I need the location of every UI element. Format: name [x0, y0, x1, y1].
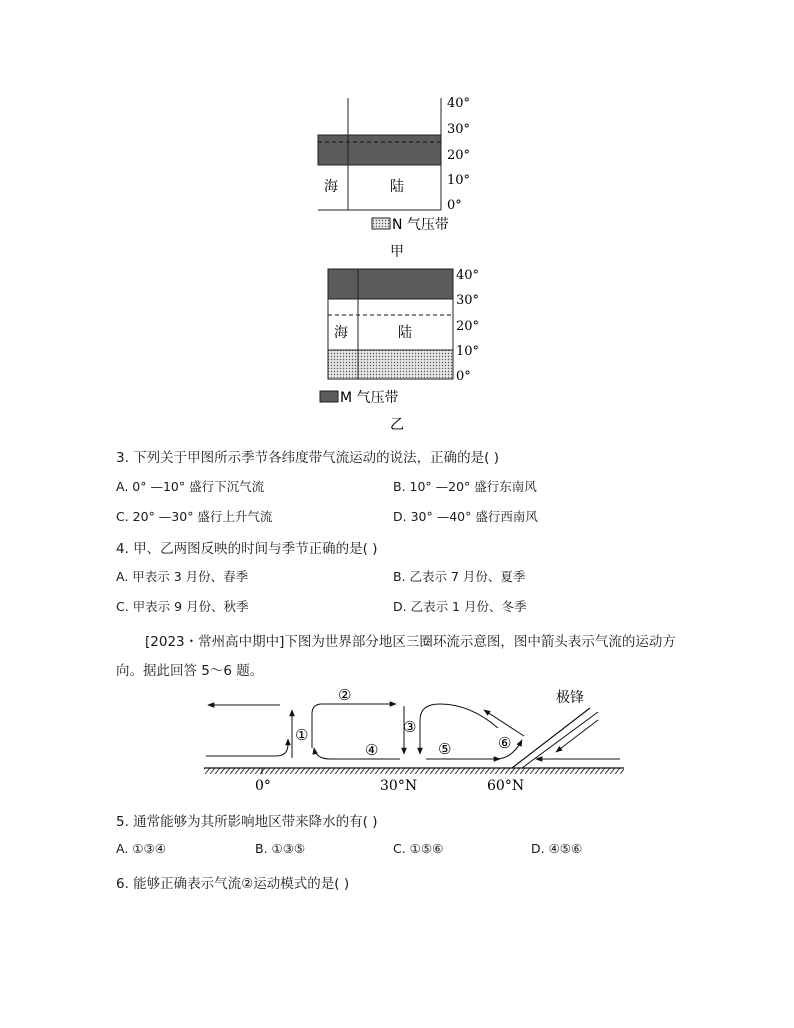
yi-tick-20: 20°	[456, 319, 480, 334]
flow-6-label: ⑥	[498, 734, 512, 752]
jia-tick-40: 40°	[447, 96, 471, 111]
figure-yi	[300, 262, 500, 437]
q3-option-b[interactable]: B. 10° —20° 盛行东南风	[393, 479, 537, 494]
q3-option-c[interactable]: C. 20° —30° 盛行上升气流	[116, 509, 273, 524]
yi-tick-30: 30°	[456, 293, 480, 308]
flow-2-label: ②	[338, 686, 352, 704]
intro-line-1: [2023・常州高中期中]下图为世界部分地区三圈环流示意图，图中箭头表示气流的运动方	[145, 634, 676, 650]
yi-tick-10: 10°	[456, 344, 480, 359]
jia-tick-30: 30°	[447, 122, 471, 137]
jia-legend-label: N 气压带	[392, 217, 449, 233]
q5-option-d[interactable]: D. ④⑤⑥	[531, 841, 583, 856]
q6-stem: 6. 能够正确表示气流②运动模式的是( )	[116, 876, 350, 892]
jia-sea-label: 海	[324, 179, 338, 195]
polar-front-line-2	[522, 712, 598, 768]
jia-m-pressure-belt	[318, 135, 441, 165]
yi-legend-label: M 气压带	[340, 390, 399, 406]
polar-front-descent-arrow	[556, 720, 598, 752]
ground-hatch	[204, 768, 624, 774]
yi-tick-40: 40°	[456, 268, 480, 283]
polar-front-label: 极锋	[556, 690, 584, 706]
flow-3-label: ③	[403, 718, 417, 736]
q5-option-b[interactable]: B. ①③⑤	[255, 841, 306, 856]
q3-stem: 3. 下列关于甲图所示季节各纬度带气流运动的说法，正确的是( )	[116, 450, 499, 466]
flow-2-arrow	[312, 704, 396, 748]
jia-tick-0: 0°	[447, 198, 462, 213]
flow-4-label: ④	[365, 741, 379, 759]
lat-30-label: 30°N	[380, 778, 418, 794]
q5-stem: 5. 通常能够为其所影响地区带来降水的有( )	[116, 814, 378, 830]
intro-line-2: 向。据此回答 5～6 题。	[116, 663, 264, 679]
q4-option-b[interactable]: B. 乙表示 7 月份、夏季	[393, 569, 526, 584]
yi-tick-0: 0°	[456, 369, 471, 384]
yi-m-pressure-belt	[328, 269, 453, 299]
figure-jia	[300, 90, 500, 260]
jia-caption: 甲	[390, 244, 404, 260]
q3-option-d[interactable]: D. 30° —40° 盛行西南风	[393, 509, 538, 524]
flow-4-arrow	[314, 748, 400, 759]
jia-tick-10: 10°	[447, 173, 471, 188]
jia-legend-swatch	[372, 218, 390, 229]
q5-option-c[interactable]: C. ①⑤⑥	[393, 841, 444, 856]
q4-option-d[interactable]: D. 乙表示 1 月份、冬季	[393, 599, 527, 614]
q4-option-a[interactable]: A. 甲表示 3 月份、春季	[116, 569, 249, 584]
flow-5-label: ⑤	[438, 740, 452, 758]
yi-sea-label: 海	[334, 325, 348, 341]
surface-inflow-arrow	[206, 739, 288, 756]
yi-legend-swatch	[320, 391, 338, 402]
q5-option-a[interactable]: A. ①③④	[116, 841, 166, 856]
lat-60-label: 60°N	[487, 778, 525, 794]
lat-0-label: 0°	[255, 778, 271, 794]
yi-land-label: 陆	[398, 325, 412, 341]
q4-option-c[interactable]: C. 甲表示 9 月份、秋季	[116, 599, 249, 614]
q3-option-a[interactable]: A. 0° —10° 盛行下沉气流	[116, 479, 265, 494]
jia-tick-20: 20°	[447, 148, 471, 163]
yi-n-pressure-belt	[328, 350, 453, 379]
yi-caption: 乙	[390, 417, 404, 433]
q4-stem: 4. 甲、乙两图反映的时间与季节正确的是( )	[116, 541, 378, 557]
flow-1-label: ①	[295, 726, 309, 744]
upper-return-arrow	[484, 710, 524, 736]
jia-land-label: 陆	[390, 179, 404, 195]
circulation-diagram	[200, 684, 630, 800]
